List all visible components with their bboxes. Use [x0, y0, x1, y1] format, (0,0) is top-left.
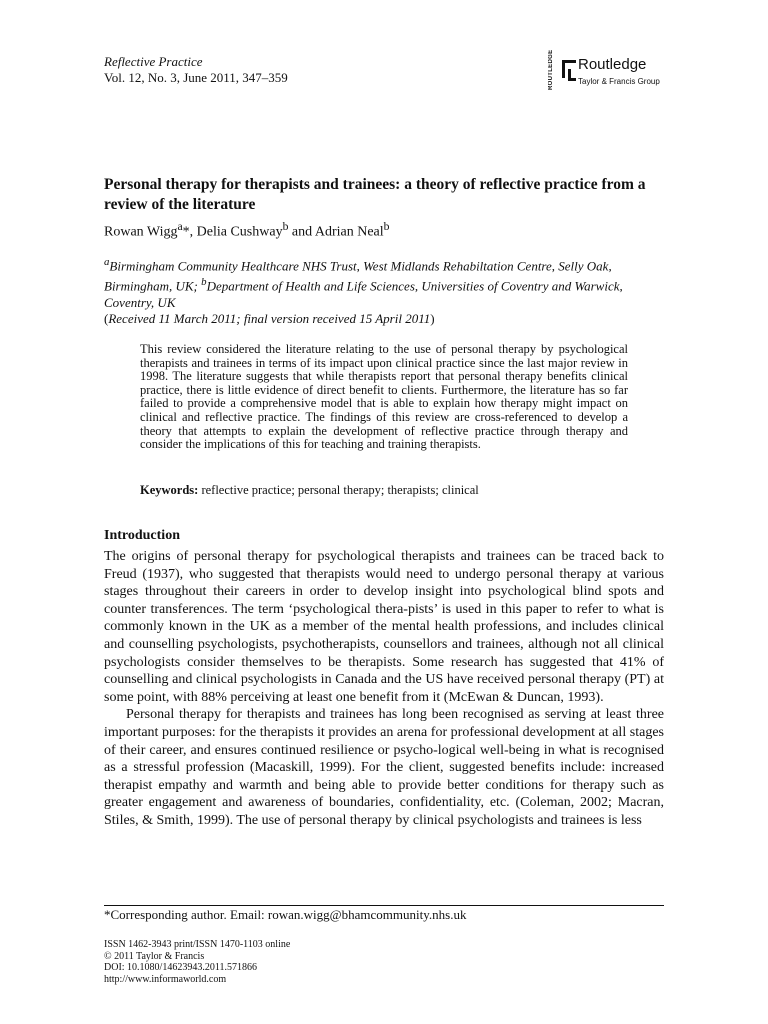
author-affil-sup: a: [177, 220, 183, 233]
section-heading-introduction: Introduction: [104, 528, 180, 543]
article-title: Personal therapy for therapists and trainees: a theory of reflective practice from a review of the literature: [104, 176, 646, 213]
affil-sup: b: [201, 276, 207, 289]
keywords: [140, 482, 479, 498]
author-name: Delia Cushway: [196, 224, 283, 240]
received-dates: (Received 11 March 2011; final version received 15 April 2011): [104, 311, 435, 326]
copyright-line: © 2011 Taylor & Francis: [104, 950, 205, 962]
website-line: http://www.informaworld.com: [104, 973, 227, 985]
keywords-list: reflective practice; personal therapy; therapists; clinical: [198, 483, 479, 497]
author-separator: and: [288, 224, 315, 240]
journal-volume: Vol. 12, No. 3, June 2011, 347–359: [104, 70, 288, 85]
author-separator: ,: [189, 224, 197, 240]
issn-line: ISSN 1462-3943 print/ISSN 1470-1103 online: [104, 939, 291, 950]
publisher-logo: [548, 49, 678, 92]
publisher-vertical-text: ROUTLEDGE: [548, 49, 554, 90]
routledge-mark-icon: [562, 60, 576, 78]
keywords-label: Keywords:: [140, 483, 199, 497]
author-affil-sup: b: [282, 220, 289, 233]
introduction-body: [104, 548, 664, 830]
affil-sup: a: [104, 256, 110, 268]
journal-header: [104, 54, 288, 86]
body-paragraph: The origins of personal therapy for psychological therapists and trainees can be traced back to Freud (1937), who suggested that therapists would need to undergo personal therapy at various stages throughout their careers in order to develop insight into psychological blind spots and counter transferences. The term ‘psychological thera-pists’ is used in this paper to refer to what is commonly known in the UK as a member of the mental health professions, and includes clinical and counselling psychologists, psychotherapists, counsellors and trainees, although not all clinical psychologists consider themselves to be therapists. Some research has suggested that 41% of counselling and clinical psychologists in Canada and the US have received personal therapy (PT) at some point, with 88% perceiving at least one benefit from it (McEwan & Duncan, 1993).: [104, 549, 664, 705]
imprint-block: [104, 939, 290, 985]
author-list: [104, 218, 390, 242]
abstract: This review considered the literature relating to the use of personal therapy by psychological therapists and trainees in terms of its impact upon clinical practice since the last major review in 1998. The literature suggests that while therapists report that personal therapy benefits clinical practice, there is little evidence of direct benefit to clients. Furthermore, the literature has so far failed to provide a comprehensive model that is able to explain how therapy might impact on clinical and reflective practice. The findings of this review are cross-referenced to develop a theory that attempts to explain the development of reflective practice through therapy and consider the implications of this for teaching and training therapists.: [140, 342, 628, 452]
corresponding-author-footnote: *Corresponding author. Email: rowan.wigg@bhamcommunity.nhs.uk: [104, 907, 467, 922]
journal-name: Reflective Practice: [104, 54, 203, 69]
affiliations: [104, 254, 670, 311]
publisher-brand: Routledge: [578, 56, 647, 73]
author-affil-sup: b: [383, 220, 390, 233]
affil-text: Birmingham Community Healthcare NHS Trust, West Midlands Rehabiltation Centre, Selly Oak, Birmingham, UK;: [104, 258, 612, 294]
publisher-group: Taylor & Francis Group: [578, 77, 660, 86]
doi-line: DOI: 10.1080/14623943.2011.571866: [104, 962, 257, 973]
affil-text: Department of Health and Life Sciences, Universities of Coventry and Warwick, Coventry, UK: [104, 278, 623, 310]
received-text: Received 11 March 2011; final version received 15 April 2011: [108, 311, 431, 326]
author-corresponding-mark: *: [182, 224, 190, 240]
author-name: Adrian Neal: [314, 224, 384, 240]
footnote-divider: [104, 905, 664, 906]
author-name: Rowan Wigg: [104, 224, 178, 240]
body-paragraph: Personal therapy for therapists and trainees has long been recognised as serving at least three important purposes: for the therapists it provides an arena for professional development at all stages of their career, and ensures continued resilience or psycho-logical well-being in what is recognised as a stressful profession (Macaskill, 1999). For the client, suggested benefits include: increased therapist empathy and warmth and being able to provide better conditions for therapy such as greater engagement and awareness of boundaries, confidentiality, etc. (Coleman, 2002; Macran, Stiles, & Smith, 1999). The use of personal therapy by clinical psychologists and trainees is less: [104, 707, 664, 828]
